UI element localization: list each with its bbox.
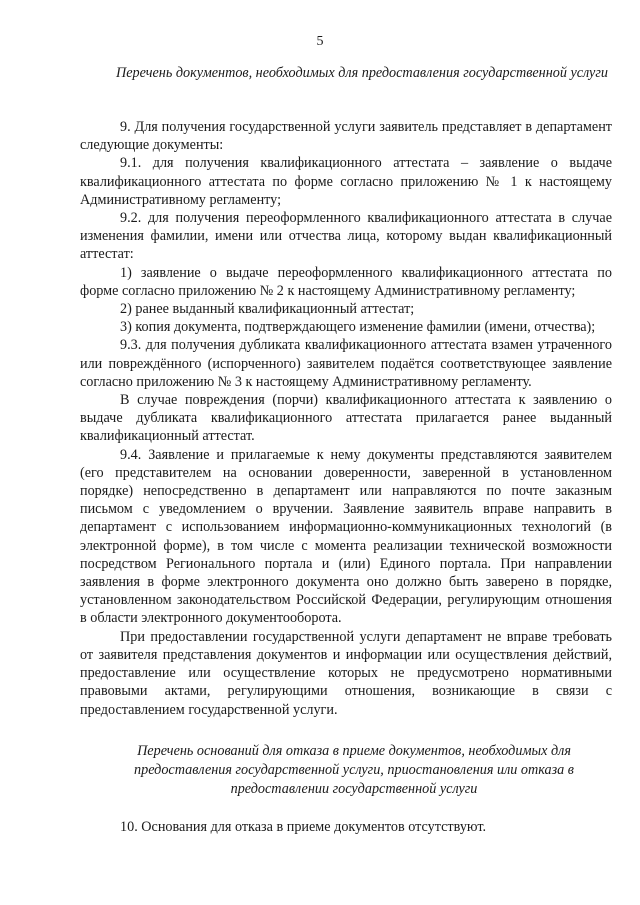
paragraph: При предоставлении государственной услуги департамент не вправе требовать от заявителя представления документов и информации или осуществления действий, предоставление или осуществление которых не предусмотрено нормативными правовыми актами, регулирующими отношения, возникающие в связи с предоставлением государственной услуги. (80, 628, 612, 718)
paragraph: 9. Для получения государственной услуги заявитель представляет в департамент следующие документы: (80, 119, 612, 154)
paragraph: 9.2. для получения переоформленного квалификационного аттестата в случае изменения фамилии, имени или отчества лица, которому выдан квалификационный аттестат: (80, 210, 612, 263)
paragraph: 2) ранее выданный квалификационный аттестат; (120, 301, 415, 318)
paragraph: 9.1. для получения квалификационного аттестата – заявление о выдаче квалификационного аттестата по форме согласно приложению № 1 к настоящему Административному регламенту; (80, 155, 612, 208)
page-number: 5 (316, 34, 324, 49)
paragraph: 3) копия документа, подтверждающего изменение фамилии (имени, отчества); (120, 319, 596, 336)
paragraph: 10. Основания для отказа в приеме документов отсутствуют. (120, 819, 487, 835)
paragraph: 9.4. Заявление и прилагаемые к нему документы представляются заявителем (его представителем на основании доверенности, заверенной в установленном порядке) непосредственно в департамент или направляются по почте заказным письмом с уведомлением о вручении. Заявление заявитель вправе направить в департамент с использованием информационно-коммуникационных технологий (в электронной форме), в том числе с момента реализации технической возможности посредством Регионального портала и (или) Единого портала. При направлении заявления в форме электронного документа оно должно быть заверено в порядке, установленном законодательством Российской Федерации, регулирующим отношения в области электронного документооборота. (80, 446, 612, 627)
section-heading-documents: Перечень документов, необходимых для предоставления государственной услуги (116, 65, 608, 81)
paragraph: 9.3. для получения дубликата квалификационного аттестата взамен утраченного или повреждённого (испорченного) заявителем подаётся соответствующее заявление согласно приложению № 3 к настоящему Административному регламенту. (80, 337, 612, 390)
paragraph: В случае повреждения (порчи) квалификационного аттестата к заявлению о выдаче дубликата квалификационного аттестата прилагается ранее выданный квалификационный аттестат. (80, 392, 612, 445)
body-text (80, 118, 612, 719)
paragraph: 1) заявление о выдаче переоформленного квалификационного аттестата по форме согласно приложению № 2 к настоящему Административному регламенту; (80, 264, 612, 299)
section-heading-refusal-grounds: Перечень оснований для отказа в приеме документов, необходимых для предоставления государственной услуги, приостановления или отказа в предоставлении государственной услуги (134, 743, 574, 797)
